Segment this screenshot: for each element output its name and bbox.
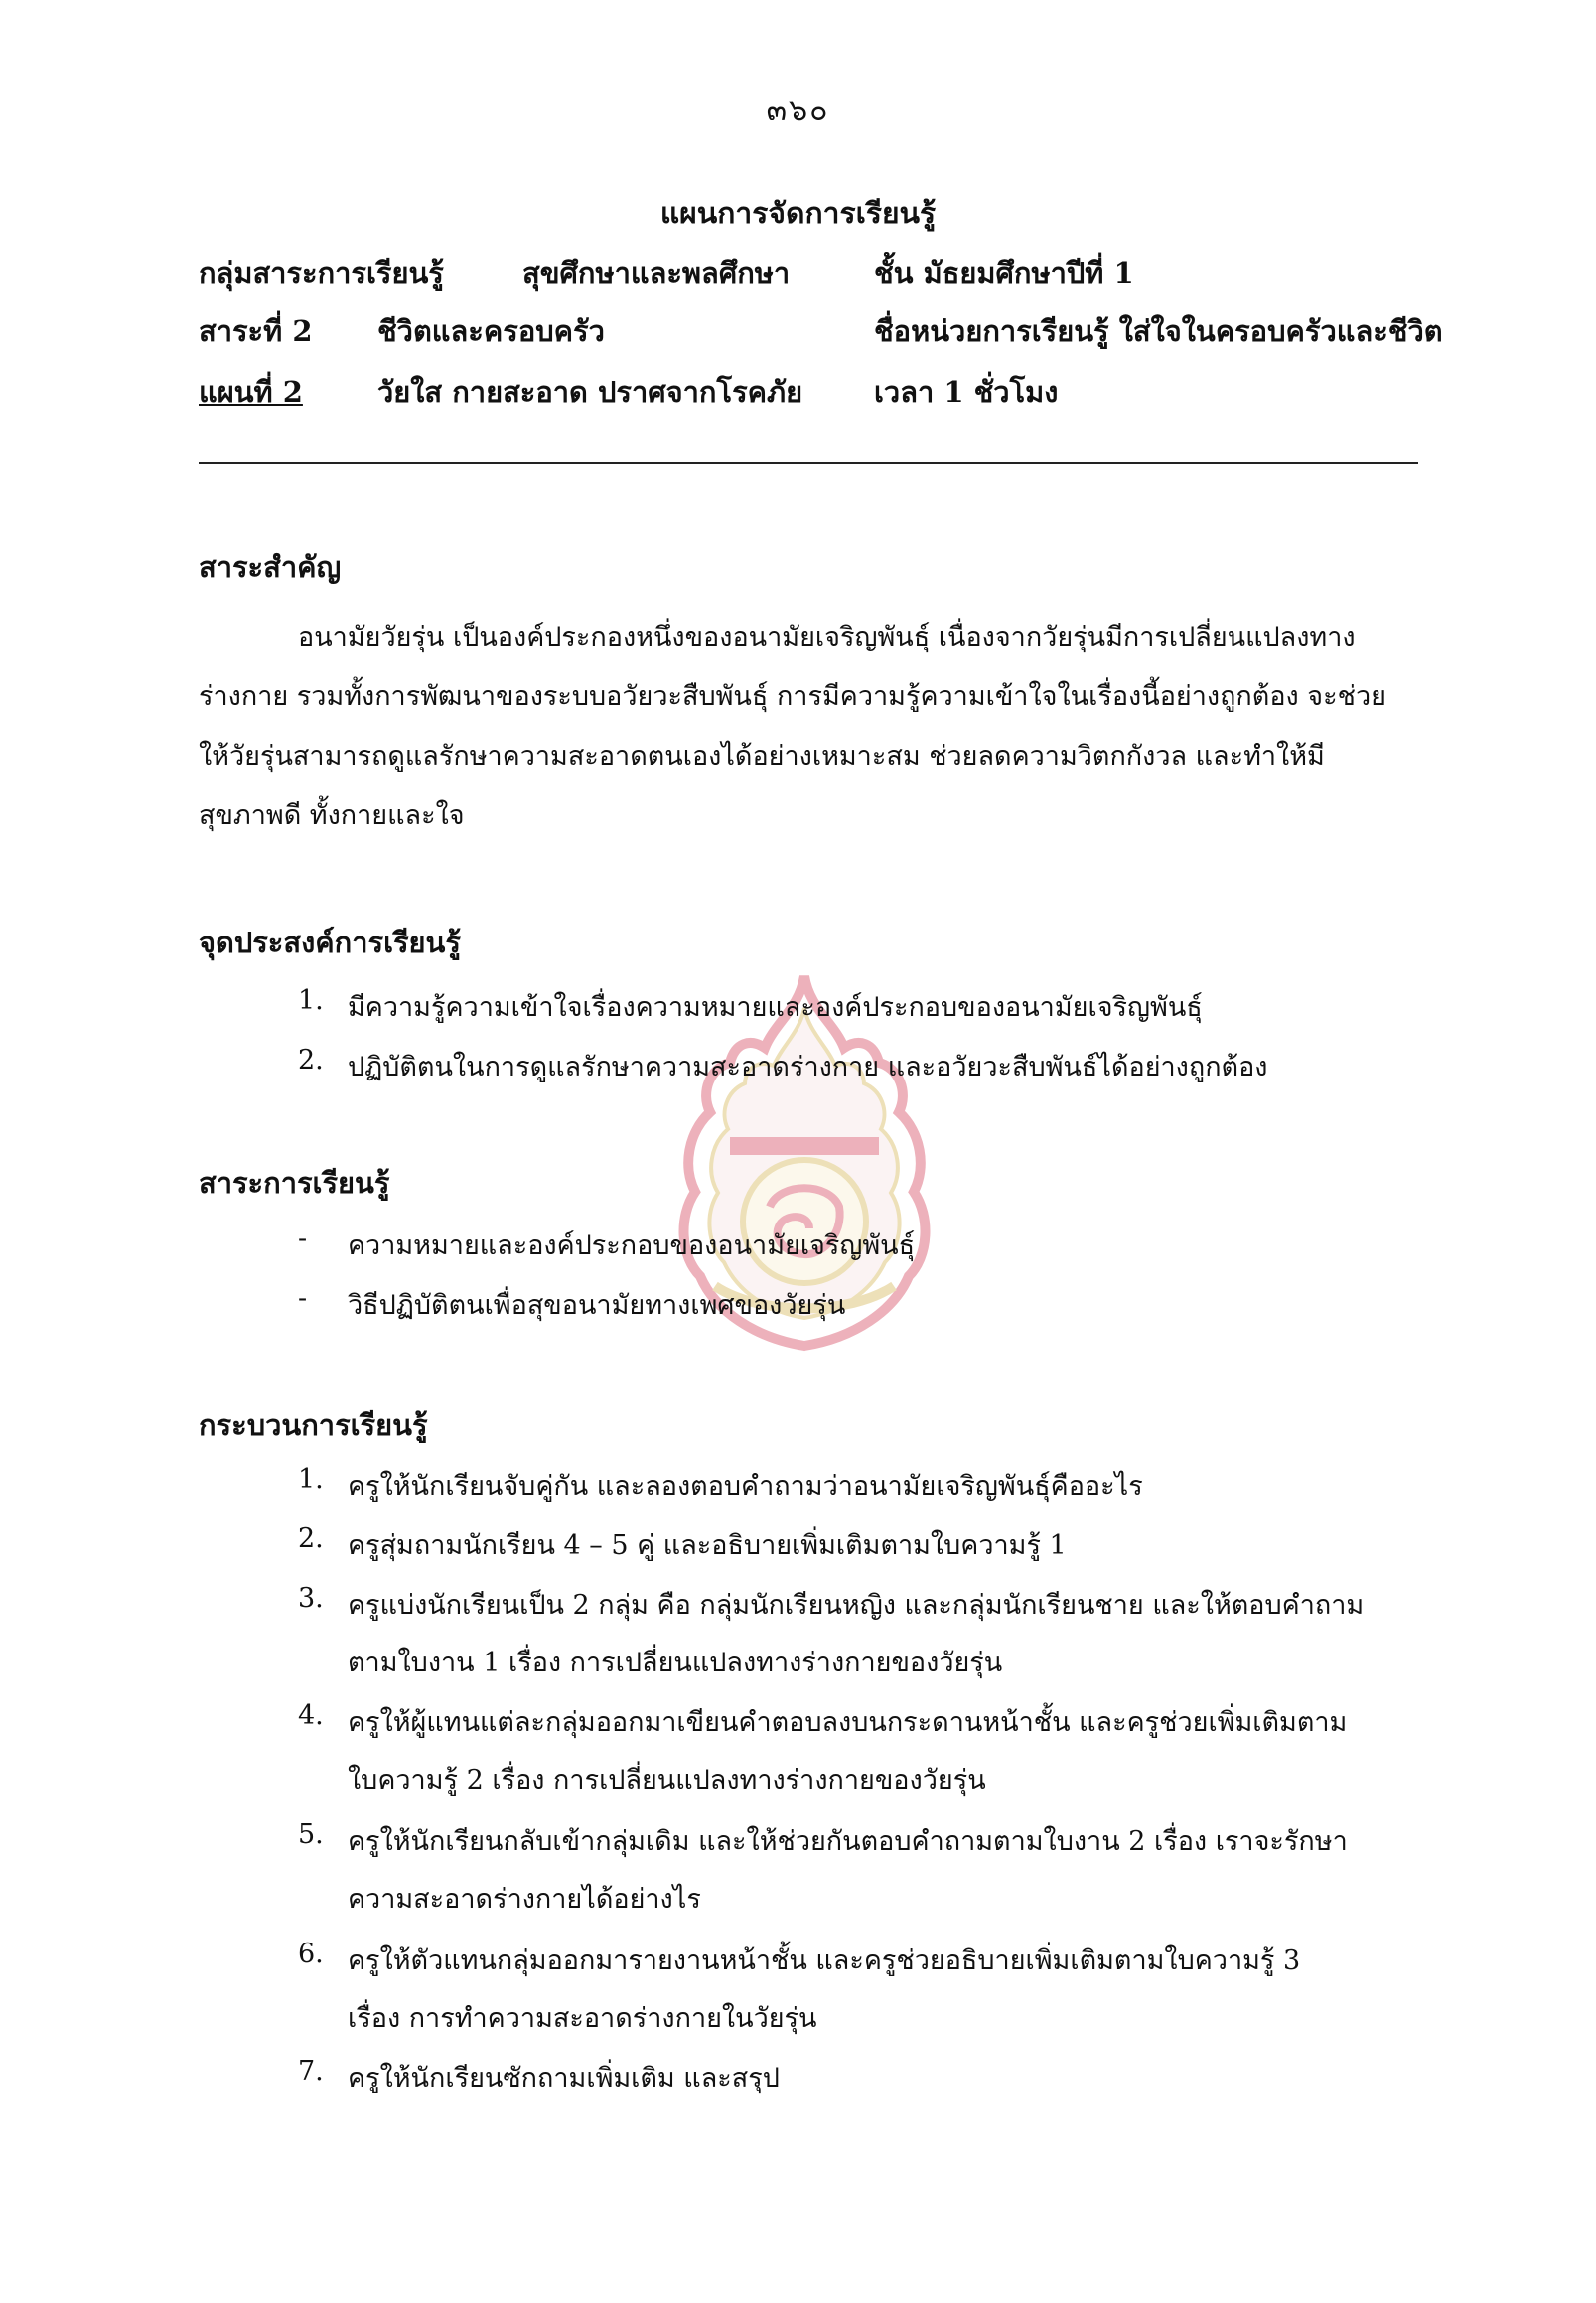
list-item-text: ครูให้นักเรียนจับคู่กัน และลองตอบคำถามว่าอนามัยเจริญพันธุ์คืออะไร — [348, 1471, 1143, 1502]
list-item-text: ตามใบงาน 1 เรื่อง การเปลี่ยนแปลงทางร่างกายของวัยรุ่น — [348, 1648, 1003, 1678]
list-item-text: เรื่อง การทำความสะอาดร่างกายในวัยรุ่น — [348, 2003, 817, 2034]
subject-label: กลุ่มสาระการเรียนรู้ — [199, 256, 444, 290]
header-row-subject — [199, 250, 1470, 296]
list-item-text: ครูให้ผู้แทนแต่ละกลุ่มออกมาเขียนคำตอบลงบนกระดานหน้าชั้น และครูช่วยเพิ่มเติมตาม — [348, 1707, 1348, 1738]
process-heading: กระบวนการเรียนรู้ — [199, 1408, 428, 1442]
list-item-bullet: - — [298, 1223, 308, 1254]
unit-name: ชื่อหน่วยการเรียนรู้ ใส่ใจในครอบครัวและชีวิต — [874, 314, 1443, 348]
list-item-text: วิธีปฏิบัติตนเพื่อสุขอนามัยทางเพศของวัยรุ่น — [348, 1290, 846, 1321]
list-item-text: ครูให้นักเรียนกลับเข้ากลุ่มเดิม และให้ช่วยกันตอบคำถามตามใบงาน 2 เรื่อง เราจะรักษา — [348, 1826, 1348, 1857]
list-item-text: ครูสุ่มถามนักเรียน 4 – 5 คู่ และอธิบายเพิ่มเติมตามใบความรู้ 1 — [348, 1530, 1067, 1561]
header-row-strand — [199, 308, 1470, 354]
list-item-number: 2. — [298, 1045, 324, 1076]
list-item-bullet: - — [298, 1283, 308, 1314]
page-number: ๓๖๐ — [766, 93, 830, 128]
list-item-text: ความสะอาดร่างกายได้อย่างไร — [348, 1884, 701, 1915]
list-item-number: 4. — [298, 1700, 324, 1731]
list-item-number: 7. — [298, 2056, 324, 2087]
list-item-number: 1. — [298, 985, 324, 1016]
list-item-number: 6. — [298, 1939, 324, 1969]
list-item-text: ปฏิบัติตนในการดูแลรักษาความสะอาดร่างกาย และอวัยวะสืบพันธ์ได้อย่างถูกต้อง — [348, 1052, 1268, 1082]
essence-line-1: อนามัยวัยรุ่น เป็นองค์ประกองหนึ่งของอนามัยเจริญพันธุ์ เนื่องจากวัยรุ่นมีการเปลี่ยนแปลงทาง — [298, 622, 1356, 652]
essence-line-4: สุขภาพดี ทั้งกายและใจ — [199, 800, 465, 831]
list-item-number: 2. — [298, 1523, 324, 1554]
plan-label: แผนที่ 2 — [199, 375, 303, 409]
list-item-text: มีความรู้ความเข้าใจเรื่องความหมายและองค์ประกอบของอนามัยเจริญพันธุ์ — [348, 992, 1203, 1023]
list-item-number: 5. — [298, 1819, 324, 1850]
essence-heading: สาระสำคัญ — [199, 550, 342, 584]
list-item-text: ความหมายและองค์ประกอบของอนามัยเจริญพันธุ์ — [348, 1230, 916, 1261]
plan-value: วัยใส กายสะอาด ปราศจากโรคภัย — [377, 375, 803, 409]
time-allotment: เวลา 1 ชั่วโมง — [874, 375, 1059, 409]
objectives-heading: จุดประสงค์การเรียนรู้ — [199, 926, 461, 959]
list-item-text: ครูแบ่งนักเรียนเป็น 2 กลุ่ม คือ กลุ่มนักเรียนหญิง และกลุ่มนักเรียนชาย และให้ตอบคำถาม — [348, 1590, 1365, 1621]
header-row-plan — [199, 369, 1470, 415]
list-item-text: ครูให้นักเรียนซักถามเพิ่มเติม และสรุป — [348, 2063, 780, 2093]
list-item-text: ครูให้ตัวแทนกลุ่มออกมารายงานหน้าชั้น และครูช่วยอธิบายเพิ่มเติมตามใบความรู้ 3 — [348, 1945, 1301, 1976]
header-divider — [199, 462, 1418, 464]
strand-label: สาระที่ 2 — [199, 314, 313, 348]
list-item-text: ใบความรู้ 2 เรื่อง การเปลี่ยนแปลงทางร่างกายของวัยรุ่น — [348, 1765, 986, 1796]
content-heading: สาระการเรียนรู้ — [199, 1166, 390, 1200]
strand-value: ชีวิตและครอบครัว — [377, 314, 605, 348]
list-item-number: 1. — [298, 1464, 324, 1495]
essence-line-2: ร่างกาย รวมทั้งการพัฒนาของระบบอวัยวะสืบพันธุ์ การมีความรู้ความเข้าใจในเรื่องนี้อย่างถูกต้อง จะช่วย — [199, 681, 1386, 712]
subject-value: สุขศึกษาและพลศึกษา — [522, 256, 791, 290]
list-item-number: 3. — [298, 1583, 324, 1614]
grade-level: ชั้น มัธยมศึกษาปีที่ 1 — [874, 256, 1134, 290]
page-title: แผนการจัดการเรียนรู้ — [659, 197, 937, 231]
essence-line-3: ให้วัยรุ่นสามารถดูแลรักษาความสะอาดตนเองได้อย่างเหมาะสม ช่วยลดความวิตกกังวล และทำให้มี — [199, 741, 1325, 772]
